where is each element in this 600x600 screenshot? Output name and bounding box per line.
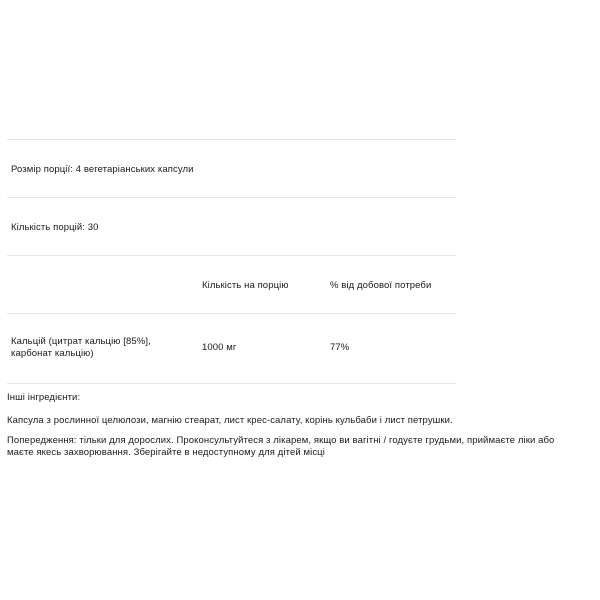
table-row (7, 313, 456, 384)
servings-count-text: Кількість порцій: 30 (11, 222, 99, 233)
ingredient-name-line1: Кальцій (цитрат кальцію [85%], (11, 336, 151, 347)
header-daily-value: % від добової потреби (330, 280, 432, 291)
serving-size-text: Розмір порції: 4 вегетаріанських капсули (11, 164, 194, 175)
ingredient-daily-value: 77% (330, 342, 350, 353)
ingredient-name-line2: карбонат кальцію) (11, 348, 94, 359)
other-ingredients-text: Капсула з рослинної целюлози, магнію стеарат, лист крес-салату, корінь кульбаби і лист петрушки. (7, 415, 453, 426)
warning-text (7, 435, 587, 459)
ingredient-name (11, 336, 191, 360)
supplement-facts-table (7, 139, 456, 384)
servings-count-row (7, 197, 456, 255)
other-ingredients-title: Інші інгредієнти: (7, 392, 81, 403)
warning-line1: Попередження: тільки для дорослих. Проконсультуйтеся з лікарем, якщо ви вагітні / годуєте грудьми, приймаєте ліки або (7, 435, 555, 446)
serving-size-row (7, 139, 456, 197)
warning-line2: маєте якесь захворювання. Зберігайте в недоступному для дітей місці (7, 447, 325, 458)
ingredient-amount: 1000 мг (202, 342, 237, 353)
table-header-row (7, 255, 456, 313)
header-amount-per-serving: Кількість на порцію (202, 280, 289, 291)
